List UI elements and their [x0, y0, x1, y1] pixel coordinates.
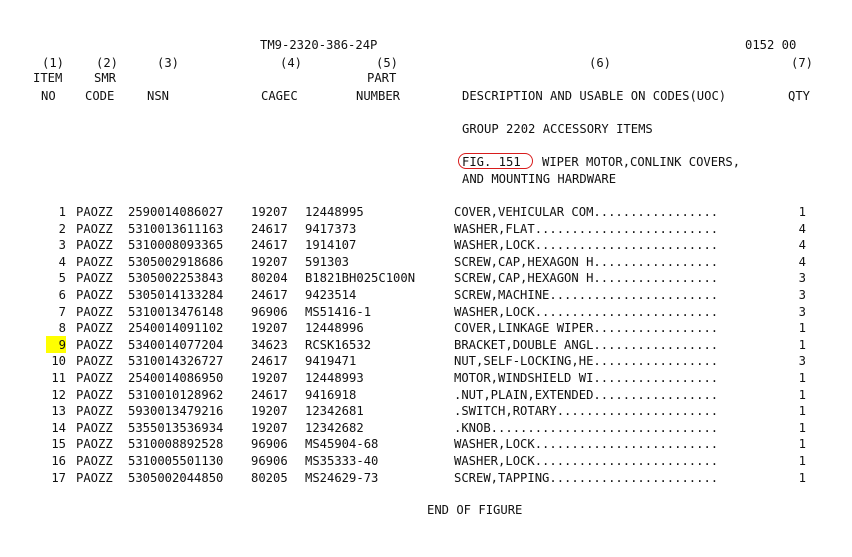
- smr-code: PAOZZ: [76, 255, 113, 269]
- nsn: 5355013536934: [128, 421, 224, 435]
- nsn: 5310005501130: [128, 454, 224, 468]
- figure-title-line2: AND MOUNTING HARDWARE: [462, 172, 617, 186]
- nsn: 5310013611163: [128, 222, 224, 236]
- item-number: 3: [58, 238, 66, 252]
- quantity: 4: [798, 222, 806, 236]
- part-number: 591303: [305, 255, 350, 269]
- part-number: MS35333-40: [305, 454, 379, 468]
- description: COVER,VEHICULAR COM.................: [454, 205, 719, 219]
- nsn: 2540014091102: [128, 321, 224, 335]
- cagec: 34623: [251, 338, 288, 352]
- quantity: 1: [798, 404, 806, 418]
- page-code: 0152 00: [745, 38, 797, 52]
- cagec: 19207: [251, 205, 288, 219]
- quantity: 1: [798, 437, 806, 451]
- col1-label-line2: NO: [41, 89, 56, 103]
- smr-code: PAOZZ: [76, 388, 113, 402]
- quantity: 3: [798, 305, 806, 319]
- item-number: 7: [58, 305, 66, 319]
- smr-code: PAOZZ: [76, 454, 113, 468]
- quantity: 1: [798, 471, 806, 485]
- quantity: 4: [798, 238, 806, 252]
- cagec: 24617: [251, 238, 288, 252]
- col2-label-line2: CODE: [85, 89, 115, 103]
- cagec: 19207: [251, 255, 288, 269]
- quantity: 1: [798, 388, 806, 402]
- item-number: 8: [58, 321, 66, 335]
- part-number: 12448993: [305, 371, 364, 385]
- col3-label: NSN: [147, 89, 170, 103]
- nsn: 5305002253843: [128, 271, 224, 285]
- description: WASHER,LOCK.........................: [454, 238, 719, 252]
- item-number: 14: [51, 421, 66, 435]
- nsn: 5305002044850: [128, 471, 224, 485]
- description: .NUT,PLAIN,EXTENDED.................: [454, 388, 719, 402]
- quantity: 1: [798, 338, 806, 352]
- nsn: 5305002918686: [128, 255, 224, 269]
- part-number: MS51416-1: [305, 305, 372, 319]
- smr-code: PAOZZ: [76, 338, 113, 352]
- description: .KNOB...............................: [454, 421, 719, 435]
- nsn: 5310008892528: [128, 437, 224, 451]
- part-number: 12342681: [305, 404, 364, 418]
- item-number: 12: [51, 388, 66, 402]
- description: .SWITCH,ROTARY......................: [454, 404, 719, 418]
- nsn: 5930013479216: [128, 404, 224, 418]
- figure-title-line1: WIPER MOTOR,CONLINK COVERS,: [542, 155, 741, 169]
- smr-code: PAOZZ: [76, 354, 113, 368]
- description: SCREW,CAP,HEXAGON H.................: [454, 271, 719, 285]
- nsn: 2540014086950: [128, 371, 224, 385]
- part-number: 12342682: [305, 421, 364, 435]
- part-number: MS24629-73: [305, 471, 379, 485]
- nsn: 5305014133284: [128, 288, 224, 302]
- smr-code: PAOZZ: [76, 238, 113, 252]
- cagec: 24617: [251, 354, 288, 368]
- col5-label-line2: NUMBER: [356, 89, 401, 103]
- smr-code: PAOZZ: [76, 437, 113, 451]
- description: WASHER,LOCK.........................: [454, 305, 719, 319]
- nsn: 5310014326727: [128, 354, 224, 368]
- item-number: 6: [58, 288, 66, 302]
- cagec: 80204: [251, 271, 288, 285]
- item-number: 10: [51, 354, 66, 368]
- smr-code: PAOZZ: [76, 288, 113, 302]
- item-number: 11: [51, 371, 66, 385]
- part-number: RCSK16532: [305, 338, 372, 352]
- smr-code: PAOZZ: [76, 371, 113, 385]
- item-number: 9: [58, 338, 66, 352]
- smr-code: PAOZZ: [76, 404, 113, 418]
- col4-number: (4): [279, 56, 302, 70]
- col5-number: (5): [375, 56, 398, 70]
- quantity: 1: [798, 421, 806, 435]
- item-number: 4: [58, 255, 66, 269]
- cagec: 24617: [251, 388, 288, 402]
- part-number: 12448995: [305, 205, 364, 219]
- cagec: 24617: [251, 222, 288, 236]
- quantity: 1: [798, 371, 806, 385]
- nsn: 5310008093365: [128, 238, 224, 252]
- quantity: 3: [798, 288, 806, 302]
- cagec: 96906: [251, 305, 288, 319]
- cagec: 19207: [251, 321, 288, 335]
- part-number: B1821BH025C100N: [305, 271, 416, 285]
- smr-code: PAOZZ: [76, 271, 113, 285]
- smr-code: PAOZZ: [76, 205, 113, 219]
- smr-code: PAOZZ: [76, 471, 113, 485]
- item-number: 15: [51, 437, 66, 451]
- smr-code: PAOZZ: [76, 305, 113, 319]
- smr-code: PAOZZ: [76, 321, 113, 335]
- doc-number: TM9-2320-386-24P: [260, 38, 378, 52]
- part-number: 9423514: [305, 288, 357, 302]
- description: SCREW,MACHINE.......................: [454, 288, 719, 302]
- description: WASHER,FLAT.........................: [454, 222, 719, 236]
- description: MOTOR,WINDSHIELD WI.................: [454, 371, 719, 385]
- cagec: 19207: [251, 404, 288, 418]
- description: WASHER,LOCK.........................: [454, 437, 719, 451]
- cagec: 19207: [251, 371, 288, 385]
- part-number: 9419471: [305, 354, 357, 368]
- description: NUT,SELF-LOCKING,HE.................: [454, 354, 719, 368]
- part-number: 9417373: [305, 222, 357, 236]
- cagec: 96906: [251, 454, 288, 468]
- col7-label: QTY: [788, 89, 811, 103]
- part-number: 12448996: [305, 321, 364, 335]
- quantity: 1: [798, 454, 806, 468]
- col7-number: (7): [790, 56, 813, 70]
- part-number: 1914107: [305, 238, 357, 252]
- col5-label-line1: PART: [367, 71, 397, 85]
- col1-number: (1): [41, 56, 64, 70]
- quantity: 4: [798, 255, 806, 269]
- cagec: 80205: [251, 471, 288, 485]
- cagec: 19207: [251, 421, 288, 435]
- description: COVER,LINKAGE WIPER.................: [454, 321, 719, 335]
- item-number: 17: [51, 471, 66, 485]
- nsn: 2590014086027: [128, 205, 224, 219]
- nsn: 5340014077204: [128, 338, 224, 352]
- col4-label: CAGEC: [261, 89, 298, 103]
- part-number: 9416918: [305, 388, 357, 402]
- col3-number: (3): [156, 56, 179, 70]
- description: BRACKET,DOUBLE ANGL.................: [454, 338, 719, 352]
- col6-label: DESCRIPTION AND USABLE ON CODES(UOC): [462, 89, 727, 103]
- quantity: 3: [798, 271, 806, 285]
- col1-label-line1: ITEM: [33, 71, 63, 85]
- item-number: 2: [58, 222, 66, 236]
- col6-number: (6): [588, 56, 611, 70]
- item-number: 16: [51, 454, 66, 468]
- description: SCREW,CAP,HEXAGON H.................: [454, 255, 719, 269]
- quantity: 1: [798, 321, 806, 335]
- cagec: 96906: [251, 437, 288, 451]
- group-title: GROUP 2202 ACCESSORY ITEMS: [462, 122, 653, 136]
- nsn: 5310013476148: [128, 305, 224, 319]
- col2-number: (2): [95, 56, 118, 70]
- item-number: 1: [58, 205, 66, 219]
- col2-label-line1: SMR: [94, 71, 117, 85]
- smr-code: PAOZZ: [76, 222, 113, 236]
- description: WASHER,LOCK.........................: [454, 454, 719, 468]
- smr-code: PAOZZ: [76, 421, 113, 435]
- description: SCREW,TAPPING.......................: [454, 471, 719, 485]
- part-number: MS45904-68: [305, 437, 379, 451]
- quantity: 1: [798, 205, 806, 219]
- item-number: 13: [51, 404, 66, 418]
- cagec: 24617: [251, 288, 288, 302]
- end-of-figure: END OF FIGURE: [427, 503, 523, 517]
- nsn: 5310010128962: [128, 388, 224, 402]
- figure-label: FIG. 151: [462, 155, 521, 169]
- quantity: 3: [798, 354, 806, 368]
- item-number: 5: [58, 271, 66, 285]
